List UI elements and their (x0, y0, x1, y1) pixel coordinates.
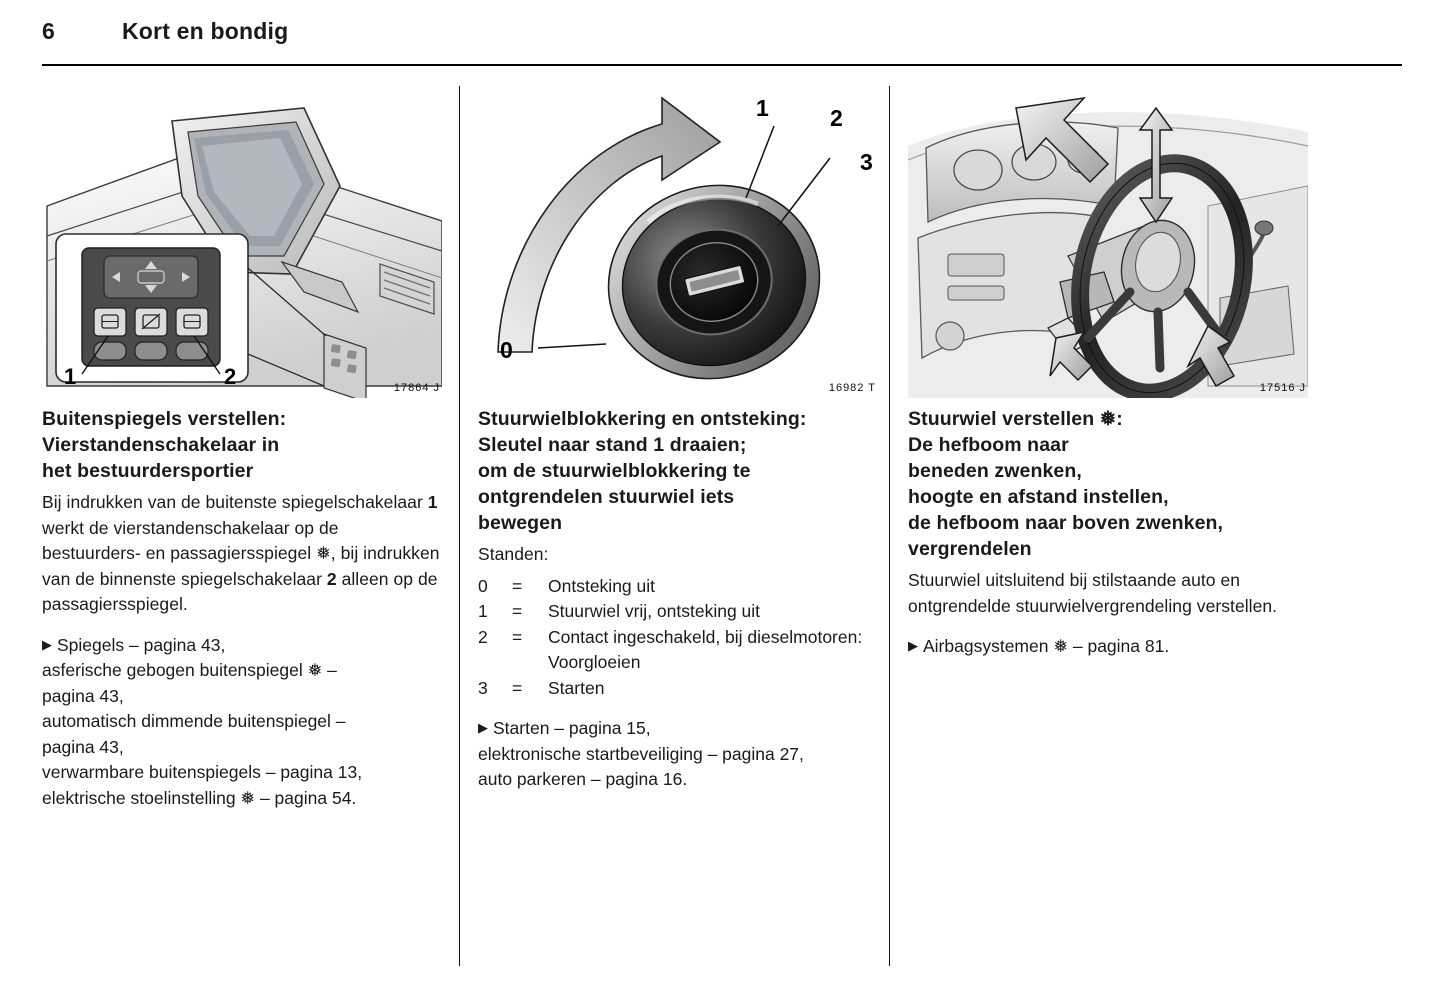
paragraph-mirrors: Bij indrukken van de buitenste spiegelschakelaar 1 werkt de vierstandenschakelaar op de bestuurders- en passagiersspiegel ❅, bij indrukken van de binnenste spiegelschakelaar 2 alleen op de passagiersspiegel. (42, 492, 440, 614)
ignition-states-list (478, 574, 878, 702)
reference-line: Airbagsystemen ❅ – pagina 81. (923, 636, 1170, 656)
reference-line: Spiegels – pagina 43, (57, 634, 226, 655)
section-title-line: Sleutel naar stand 1 draaien; (478, 434, 747, 456)
svg-text:3: 3 (860, 149, 873, 175)
reference-list-mirrors (42, 632, 442, 812)
states-intro: Standen: (478, 544, 549, 564)
list-item (478, 574, 878, 600)
triangle-bullet-icon: ▶ (42, 636, 52, 652)
section-title-mirrors (42, 406, 442, 484)
state-label: Ontsteking uit (548, 575, 655, 596)
figure-steering-wheel (908, 86, 1308, 398)
column-steering-wheel (908, 86, 1308, 660)
state-number: 0 (478, 575, 488, 596)
figure-ignition-lock-svg (478, 86, 878, 398)
triangle-bullet-icon: ▶ (908, 638, 918, 653)
section-title-line: ontgrendelen stuurwiel iets (478, 486, 735, 508)
state-label: Starten (548, 677, 605, 698)
state-equals: = (512, 601, 523, 621)
section-title-line: Vierstandenschakelaar in (42, 434, 280, 456)
svg-text:0: 0 (500, 337, 513, 363)
reference-line: pagina 43, (42, 685, 124, 706)
svg-text:1: 1 (756, 95, 769, 121)
header-divider (42, 64, 1402, 66)
state-label: Contact ingeschakeld, bij dieselmotoren: Voorgloeien (548, 626, 863, 672)
section-title-line: bewegen (478, 512, 563, 534)
section-title-line: beneden zwenken, (908, 460, 1082, 482)
column-mirrors (42, 86, 442, 811)
state-number: 3 (478, 677, 488, 698)
svg-text:2: 2 (830, 105, 843, 131)
figure-ignition-lock (478, 86, 878, 398)
list-item (478, 676, 878, 702)
column-divider-2 (889, 86, 890, 966)
svg-text:1: 1 (64, 364, 77, 389)
reference-list-ignition (478, 715, 878, 793)
section-title-line: hoogte en afstand instellen, (908, 486, 1169, 508)
state-equals: = (512, 677, 523, 698)
svg-text:2: 2 (224, 364, 237, 389)
section-title-steering (908, 406, 1308, 562)
section-title-ignition (478, 406, 878, 536)
paragraph-steering: Stuurwiel uitsluitend bij stilstaande auto en ontgrendelde stuurwielvergrendeling verstellen. (908, 570, 1278, 616)
section-title-line: de hefboom naar boven zwenken, (908, 512, 1224, 534)
figure-code: 17516 J (1259, 382, 1306, 394)
column-divider-1 (459, 86, 460, 966)
state-number: 2 (478, 626, 488, 647)
state-label: Stuurwiel vrij, ontsteking uit (548, 601, 761, 621)
reference-line: pagina 43, (42, 736, 124, 757)
list-item (478, 625, 878, 676)
section-title-line: om de stuurwielblokkering te (478, 460, 751, 482)
section-title-line: vergrendelen (908, 538, 1032, 560)
reference-line: auto parkeren – pagina 16. (478, 769, 688, 789)
figure-mirror-switch (42, 86, 442, 398)
section-title-line: Buitenspiegels verstellen: (42, 408, 287, 430)
column-ignition (478, 86, 878, 793)
reference-line: asferische gebogen buitenspiegel ❅ – (42, 660, 337, 680)
reference-list-steering (908, 633, 1308, 660)
section-title-line: Stuurwiel verstellen ❅: (908, 408, 1123, 430)
page-number: 6 (42, 18, 55, 44)
section-title-line: het bestuurdersportier (42, 460, 254, 482)
reference-line: elektrische stoelinstelling ❅ – pagina 54. (42, 787, 357, 808)
state-equals: = (512, 575, 523, 596)
figure-code: 17864 J (393, 382, 440, 394)
reference-line: Starten – pagina 15, (493, 718, 651, 738)
figure-code: 16982 T (828, 382, 876, 394)
reference-line: automatisch dimmende buitenspiegel – (42, 711, 346, 731)
figure-steering-wheel-svg (908, 86, 1308, 398)
triangle-bullet-icon: ▶ (478, 720, 488, 735)
figure-mirror-switch-svg (42, 86, 442, 398)
chapter-title: Kort en bondig (122, 18, 289, 44)
reference-line: elektronische startbeveiliging – pagina 27, (478, 743, 804, 764)
section-title-line: De hefboom naar (908, 434, 1069, 456)
page-header (42, 18, 1402, 66)
reference-line: verwarmbare buitenspiegels – pagina 13, (42, 762, 363, 782)
list-item (478, 599, 878, 625)
state-equals: = (512, 626, 523, 647)
state-number: 1 (478, 601, 488, 621)
section-title-line: Stuurwielblokkering en ontsteking: (478, 408, 807, 430)
